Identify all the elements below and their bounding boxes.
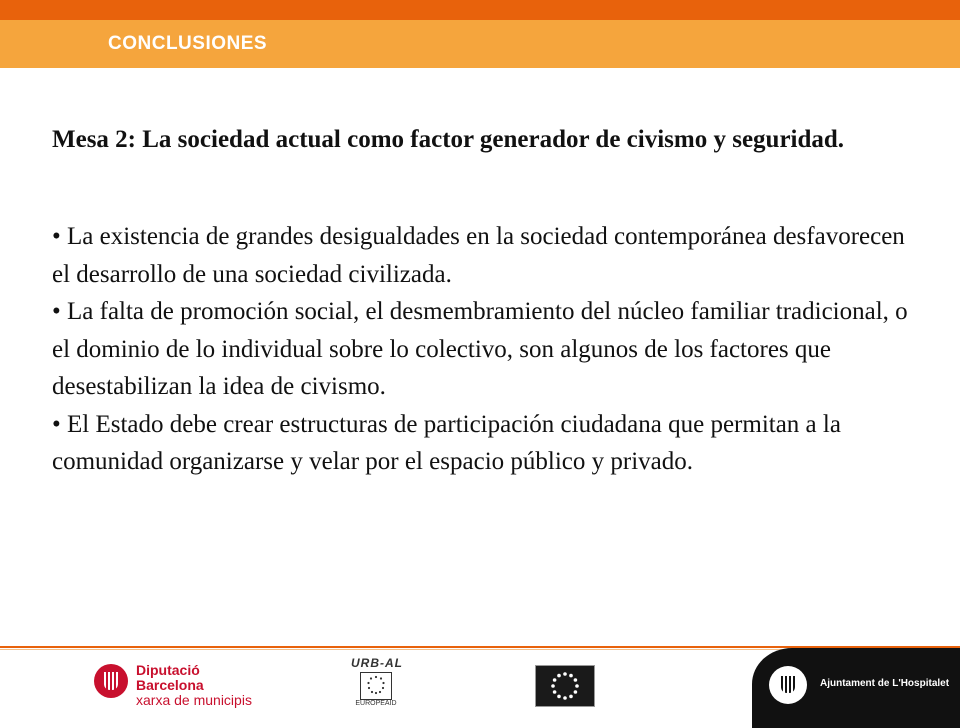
urbal-subtitle: EUROPEAID	[355, 700, 397, 707]
urbal-logo	[350, 656, 404, 718]
bullet-item: • La existencia de grandes desigualdades en la sociedad contemporánea desfavorecen el desarrollo de una sociedad civilizada.	[52, 223, 905, 288]
bullet-list	[52, 218, 912, 481]
slide-title: Mesa 2: La sociedad actual como factor generador de civismo y seguridad.	[52, 126, 845, 153]
ajuntament-name: Ajuntament de L'Hospitalet	[820, 678, 950, 689]
bullet-item: • El Estado debe crear estructuras de participación ciudadana que permitan a la comunidad organizarse y velar por el espacio público y privado.	[52, 410, 841, 475]
eu-stars-icon	[360, 672, 392, 700]
section-title: CONCLUSIONES	[108, 33, 268, 54]
diputacio-seal-icon	[94, 664, 128, 698]
bullet-item: • La falta de promoción social, el desmembramiento del núcleo familiar tradicional, o el dominio de lo individual sobre lo colectivo, son algunos de los factores que desestabilizan la idea de civismo.	[52, 298, 908, 400]
urbal-name: URB-AL	[351, 656, 403, 670]
diputacio-name-line2: Barcelona	[136, 677, 204, 693]
ajuntament-logo	[752, 648, 960, 728]
header-top-bar	[0, 0, 960, 20]
diputacio-tagline: xarxa de municipis	[136, 692, 252, 708]
hospitalet-seal-icon	[769, 666, 807, 704]
diputacio-logo	[92, 660, 292, 712]
eu-flag-icon	[535, 665, 595, 707]
diputacio-name-line1: Diputació	[136, 662, 200, 678]
